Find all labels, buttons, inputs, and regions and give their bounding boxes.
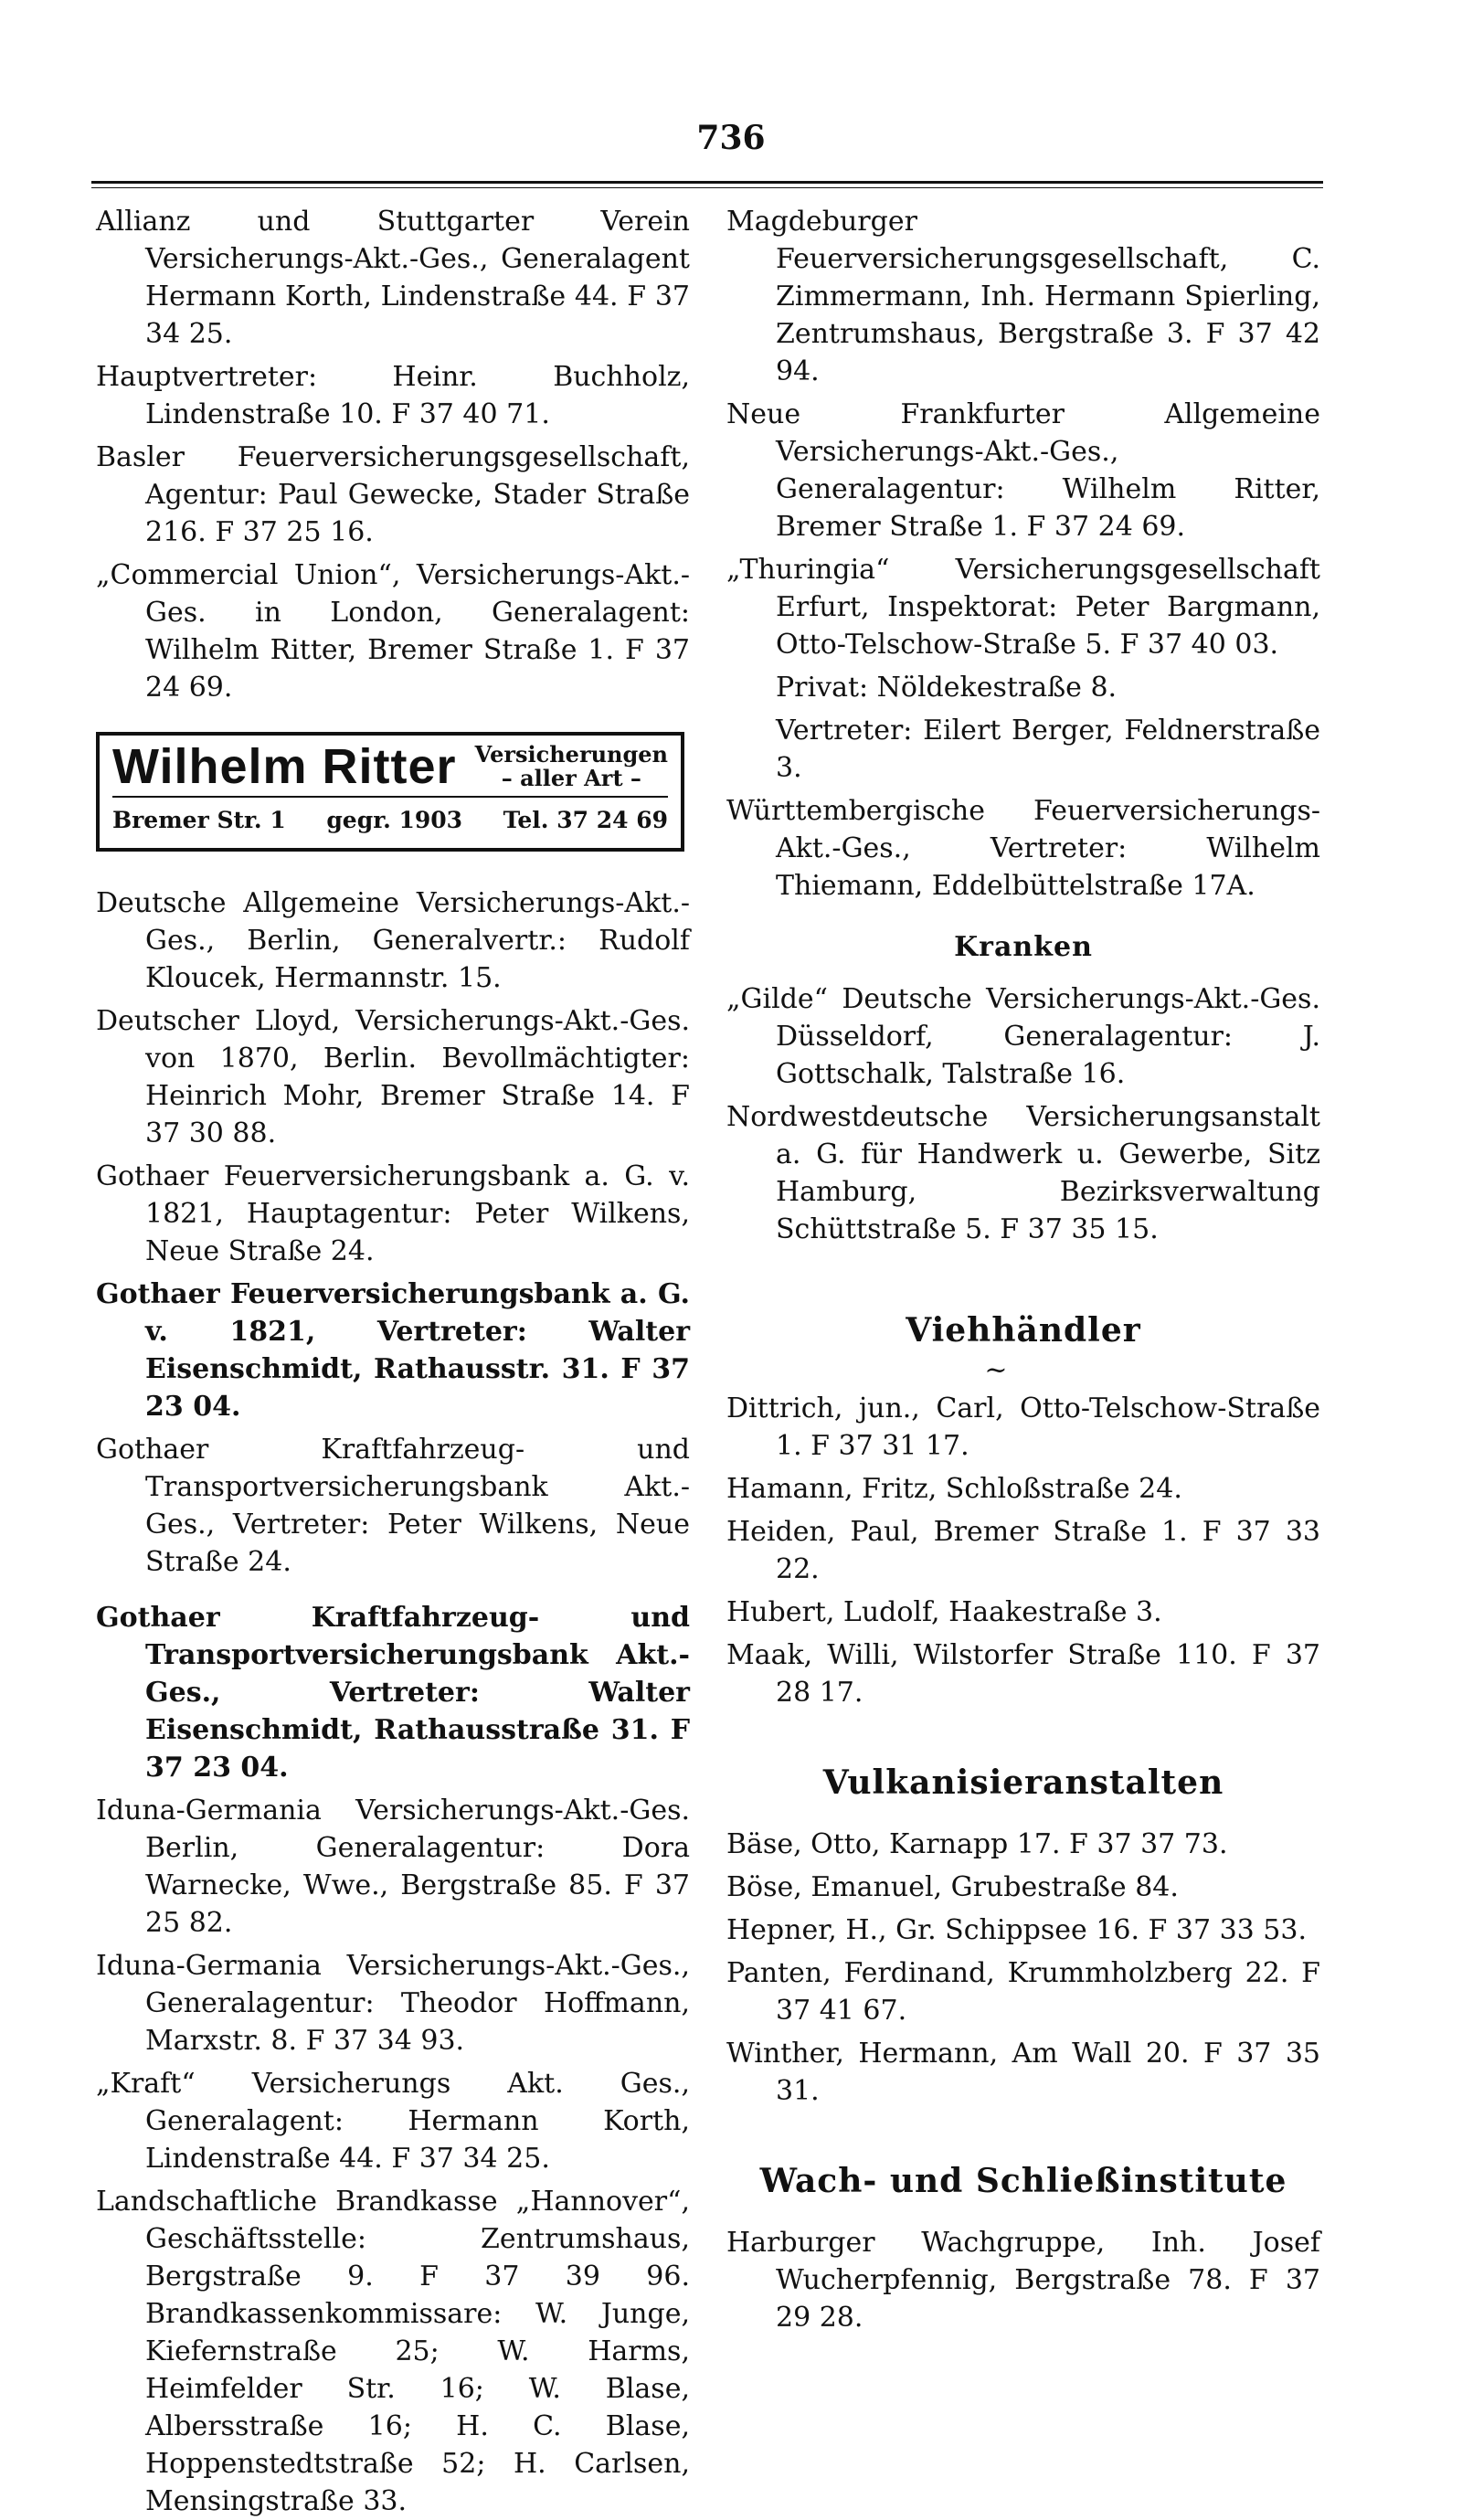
listing-entry: Hamann, Fritz, Schloßstraße 24. [726,1473,1182,1505]
listing-entry: Iduna-Germania Versicherungs-Akt.-Ges. Berlin, Generalagentur: Dora Warnecke, Wwe., Bergstraße 85. F 37 25 82. [96,1795,690,1939]
listing-entry: Magdeburger Feuerversicherungsgesellschaft, C. Zimmermann, Inh. Hermann Spierling, Zentrumshaus, Bergstraße 3. F 37 42 94. [726,206,1320,387]
listing-entry: Harburger Wachgruppe, Inh. Josef Wucherpfennig, Bergstraße 78. F 37 29 28. [726,2227,1320,2334]
listing-entry: Neue Frankfurter Allgemeine Versicherungs-Akt.-Ges., Generalagentur: Wilhelm Ritter, Bremer Straße 1. F 37 24 69. [726,398,1320,543]
listing-entry: Iduna-Germania Versicherungs-Akt.-Ges., Generalagentur: Theodor Hoffmann, Marxstr. 8. F 37 34 93. [96,1950,690,2057]
listing-entry: Deutscher Lloyd, Versicherungs-Akt.-Ges. von 1870, Berlin. Bevollmächtigter: Heinrich Mohr, Bremer Straße 14. F 37 30 88. [96,1005,690,1149]
listing-entry: Böse, Emanuel, Grubestraße 84. [726,1871,1179,1903]
listing-entry: „Thuringia“ Versicherungsgesellschaft Erfurt, Inspektorat: Peter Bargmann, Otto-Telschow-Straße 5. F 37 40 03. [726,554,1320,661]
listing-entry: Allianz und Stuttgarter Verein Versicherungs-Akt.-Ges., Generalagent Hermann Korth, Lindenstraße 44. F 37 34 25. [96,206,690,350]
listing-entry: Württembergische Feuerversicherungs-Akt.-Ges., Vertreter: Wilhelm Thiemann, Eddelbüttelstraße 17A. [726,795,1320,902]
listing-entry: Privat: Nöldekestraße 8. [776,672,1118,704]
listing-entry: Panten, Ferdinand, Krummholzberg 22. F 37 41 67. [726,1957,1320,2027]
right-column [726,203,1320,2499]
listing-entry: „Gilde“ Deutsche Versicherungs-Akt.-Ges. Düsseldorf, Generalagentur: J. Gottschalk, Talstraße 16. [726,983,1320,1090]
advertisement-tagline [475,743,668,790]
listing-entry: Maak, Willi, Wilstorfer Straße 110. F 37 28 17. [726,1639,1320,1709]
divider-mark: ~ [984,1354,1008,1386]
advertisement-line1: Versicherungen [474,741,668,768]
listing-entry: Bäse, Otto, Karnapp 17. F 37 37 73. [726,1828,1228,1860]
advertisement-phone: Tel. 37 24 69 [503,807,668,833]
advertisement-line2: – aller Art – [501,765,641,791]
left-column [96,203,690,2517]
advertisement-box [96,732,684,852]
listing-entry: Landschaftliche Brandkasse „Hannover“, Geschäftsstelle: Zentrumshaus, Bergstraße 9. F 37 39 96. Brandkassenkommissare: W. Junge, Kiefernstraße 25; W. Harms, Heimfelder Str. 16; W. Blase, Albersstraße 16; H. C. Blase, Hoppenstedtstraße 52; H. Carlsen, Mensingstraße 33. [96,2186,690,2517]
listing-entry: Basler Feuerversicherungsgesellschaft, Agentur: Paul Gewecke, Stader Straße 216. F 37 25 16. [96,441,690,548]
listing-entry: Deutsche Allgemeine Versicherungs-Akt.-Ges., Berlin, Generalvertr.: Rudolf Kloucek, Hermannstr. 15. [96,887,690,994]
listing-entry: Hauptvertreter: Heinr. Buchholz, Lindenstraße 10. F 37 40 71. [96,361,690,430]
listing-entry: Gothaer Kraftfahrzeug- und Transportversicherungsbank Akt.-Ges., Vertreter: Peter Wilkens, Neue Straße 24. [96,1434,690,1578]
advertisement-address: Bremer Str. 1 [112,807,286,833]
listing-entry: Heiden, Paul, Bremer Straße 1. F 37 33 22. [726,1516,1320,1585]
listing-entry: Gothaer Feuerversicherungsbank a. G. v. 1821, Vertreter: Walter Eisenschmidt, Rathausstr. 31. F 37 23 04. [96,1278,690,1423]
header-rule [91,181,1323,188]
listing-entry: Winther, Hermann, Am Wall 20. F 37 35 31. [726,2038,1320,2107]
listing-entry: „Commercial Union“, Versicherungs-Akt.-Ges. in London, Generalagent: Wilhelm Ritter, Bremer Straße 1. F 37 24 69. [96,559,690,704]
listing-entry: Gothaer Feuerversicherungsbank a. G. v. 1821, Hauptagentur: Peter Wilkens, Neue Straße 24. [96,1160,690,1267]
page-number: 736 [696,119,766,157]
section-heading-kranken: Kranken [954,931,1093,963]
listing-entry: Dittrich, jun., Carl, Otto-Telschow-Straße 1. F 37 31 17. [726,1392,1320,1462]
listing-entry: „Kraft“ Versicherungs Akt. Ges., Generalagent: Hermann Korth, Lindenstraße 44. F 37 34 25. [96,2068,690,2175]
section-heading-vulkanisieranstalten: Vulkanisieranstalten [822,1763,1224,1802]
section-heading-wach-schliess: Wach- und Schließinstitute [759,2162,1287,2200]
listing-entry: Nordwestdeutsche Versicherungsanstalt a. G. für Handwerk u. Gewerbe, Sitz Hamburg, Bezirksverwaltung Schüttstraße 5. F 37 35 15. [726,1101,1320,1245]
listing-entry: Hepner, H., Gr. Schippsee 16. F 37 33 53. [726,1914,1308,1946]
listing-entry: Gothaer Kraftfahrzeug- und Transportversicherungsbank Akt.-Ges., Vertreter: Walter Eisenschmidt, Rathausstraße 31. F 37 23 04. [96,1602,690,1784]
listing-entry: Hubert, Ludolf, Haakestraße 3. [726,1596,1162,1628]
advertisement-name: Wilhelm Ritter [112,738,457,794]
section-heading-viehhaendler: Viehhändler [906,1311,1141,1350]
advertisement-founded: gegr. 1903 [326,807,463,833]
listing-entry: Vertreter: Eilert Berger, Feldnerstraße 3. [776,715,1320,784]
